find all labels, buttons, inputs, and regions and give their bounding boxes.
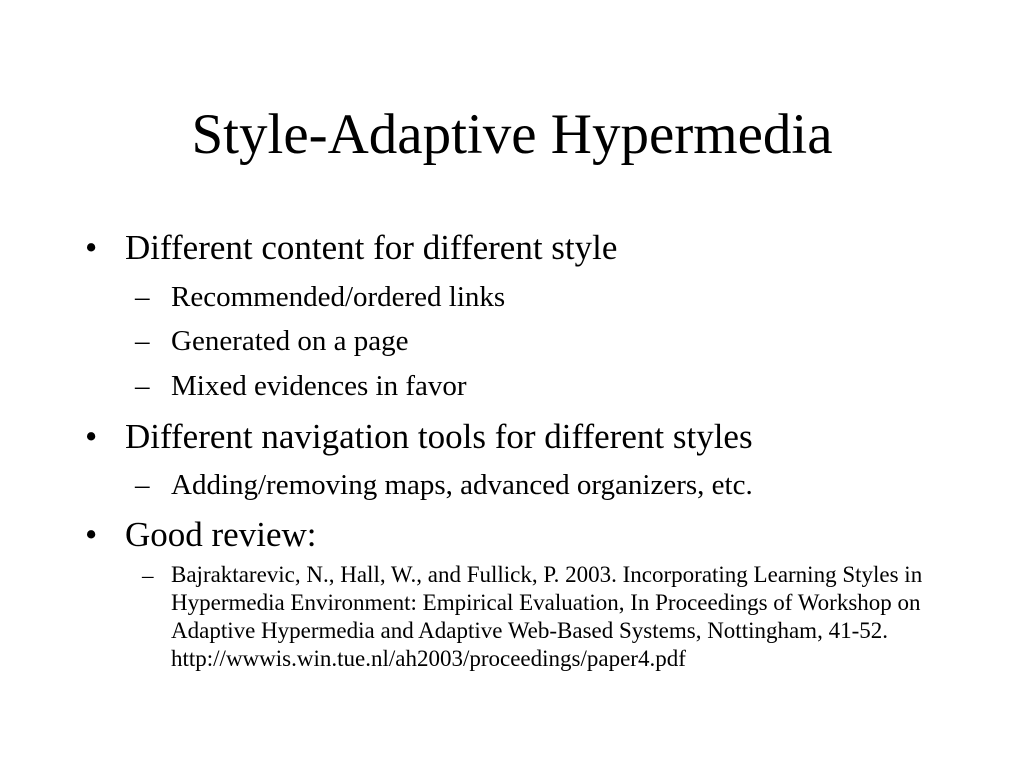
- sub-bullet-text: Mixed evidences in favor: [171, 370, 467, 402]
- bullet-item: [85, 416, 753, 458]
- bullet-marker: •: [85, 417, 98, 456]
- bullet-text: Good review:: [125, 515, 317, 554]
- sub-bullet-text: Generated on a page: [171, 325, 409, 357]
- bullet-item: [85, 514, 317, 556]
- dash-marker: –: [135, 370, 150, 402]
- reference-citation: [171, 561, 961, 673]
- slide-title: Style-Adaptive Hypermedia: [191, 103, 833, 166]
- sub-bullet-item: [135, 368, 467, 404]
- sub-bullet-text: Adding/removing maps, advanced organizers, etc.: [171, 469, 753, 501]
- dash-marker: –: [142, 563, 154, 588]
- sub-bullet-item: [135, 467, 753, 503]
- bullet-item: [85, 227, 618, 269]
- dash-marker: –: [135, 281, 150, 313]
- dash-marker: –: [135, 325, 150, 357]
- bullet-text: Different navigation tools for different styles: [125, 417, 753, 456]
- sub-bullet-item: [135, 323, 409, 359]
- citation-text: Bajraktarevic, N., Hall, W., and Fullick, P. 2003. Incorporating Learning Styles in Hypermedia Environment: Empirical Evaluation, In Proceedings of Workshop on Adaptive Hypermedia and Adaptive Web-Based Systems, Nottingham, 41-52.: [171, 562, 923, 643]
- bullet-marker: •: [85, 228, 98, 267]
- citation-url[interactable]: http://wwwis.win.tue.nl/ah2003/proceedings/paper4.pdf: [171, 646, 686, 671]
- sub-bullet-item: [135, 279, 506, 315]
- bullet-text: Different content for different style: [125, 228, 618, 267]
- dash-marker: –: [135, 469, 150, 501]
- bullet-marker: •: [85, 515, 98, 554]
- sub-bullet-text: Recommended/ordered links: [171, 281, 506, 313]
